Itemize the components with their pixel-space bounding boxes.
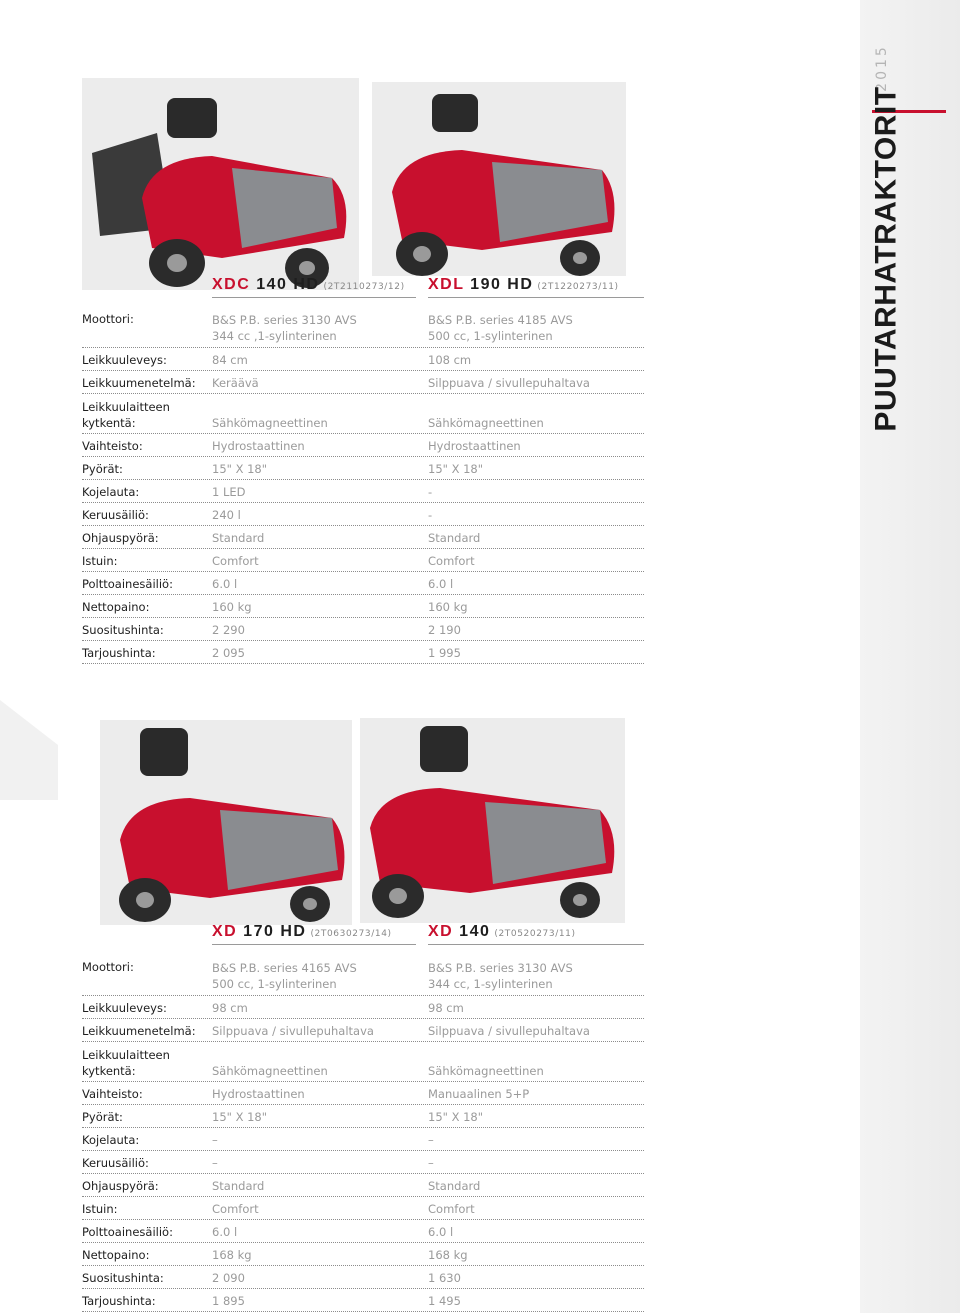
spec-row-dashboard xyxy=(82,480,644,503)
spec-value: Hydrostaattinen xyxy=(212,1087,305,1101)
spec-value: 15" X 18" xyxy=(212,462,268,476)
spec-label: Tarjoushinta: xyxy=(82,1294,156,1308)
spec-label: Ohjauspyörä: xyxy=(82,1179,159,1193)
spec-label: Keruusäiliö: xyxy=(82,508,149,522)
spec-value: 84 cm xyxy=(212,353,248,367)
tractor-illustration xyxy=(100,720,352,925)
tractor-illustration xyxy=(360,718,625,923)
spec-label: Kojelauta: xyxy=(82,485,140,499)
model-header-xdc-140-hd xyxy=(212,274,405,294)
spec-label: Istuin: xyxy=(82,554,118,568)
spec-label: Nettopaino: xyxy=(82,1248,150,1262)
spec-row-cut-method xyxy=(82,1019,644,1042)
spec-value: 1 495 xyxy=(428,1294,461,1308)
model-prefix: XD xyxy=(212,923,238,940)
spec-value: 168 kg xyxy=(212,1248,252,1262)
spec-value: Sähkömagneettinen xyxy=(428,1064,544,1078)
spec-value: - xyxy=(428,508,433,522)
spec-value: 98 cm xyxy=(212,1001,248,1015)
spec-label: Tarjoushinta: xyxy=(82,646,156,660)
spec-value: Standard xyxy=(212,1179,265,1193)
tractor-photo-xdl-190-hd xyxy=(372,82,626,276)
spec-row-dashboard xyxy=(82,1128,644,1151)
spec-value: 1 LED xyxy=(212,485,246,499)
spec-value: 2 290 xyxy=(212,623,245,637)
header-divider xyxy=(212,297,416,298)
model-header-xd-170-hd xyxy=(212,921,392,941)
spec-label: Polttoainesäiliö: xyxy=(82,577,173,591)
spec-label: Pyörät: xyxy=(82,1110,123,1124)
model-code: (2T0630273/14) xyxy=(310,929,392,939)
page-edge-decoration xyxy=(0,700,58,800)
spec-value: Comfort xyxy=(212,554,259,568)
spec-value: B&S P.B. series 3130 AVS 344 cc, 1-sylinterinen xyxy=(428,961,573,991)
spec-value: Silppuava / sivullepuhaltava xyxy=(428,376,590,390)
spec-value: B&S P.B. series 3130 AVS 344 cc ,1-sylinterinen xyxy=(212,313,357,343)
catalog-year: 2015 xyxy=(874,44,891,92)
spec-value: 2 190 xyxy=(428,623,461,637)
header-divider xyxy=(428,944,644,945)
spec-value: 15" X 18" xyxy=(212,1110,268,1124)
spec-value: 6.0 l xyxy=(212,1225,238,1239)
spec-label: Leikkuumenetelmä: xyxy=(82,1024,196,1038)
spec-row-offer-price xyxy=(82,641,644,664)
spec-row-weight xyxy=(82,1243,644,1266)
spec-row-clutch xyxy=(82,394,644,434)
spec-value: 160 kg xyxy=(212,600,252,614)
spec-value: 1 995 xyxy=(428,646,461,660)
spec-row-steering xyxy=(82,526,644,549)
spec-row-cut-width xyxy=(82,348,644,371)
spec-value: 2 095 xyxy=(212,646,245,660)
header-divider xyxy=(428,297,644,298)
spec-value: 1 630 xyxy=(428,1271,461,1285)
spec-label: Istuin: xyxy=(82,1202,118,1216)
spec-value: B&S P.B. series 4165 AVS 500 cc, 1-sylinterinen xyxy=(212,961,357,991)
spec-label: Ohjauspyörä: xyxy=(82,531,159,545)
model-code: (2T1220273/11) xyxy=(537,282,619,292)
spec-value: 6.0 l xyxy=(428,1225,454,1239)
spec-label: Leikkuuleveys: xyxy=(82,1001,167,1015)
tractor-illustration xyxy=(82,78,359,290)
model-name: 140 HD xyxy=(250,276,320,293)
spec-value: Hydrostaattinen xyxy=(212,439,305,453)
spec-value: Comfort xyxy=(428,1202,475,1216)
spec-value: 15" X 18" xyxy=(428,462,484,476)
spec-value: 1 895 xyxy=(212,1294,245,1308)
spec-row-fuel xyxy=(82,1220,644,1243)
spec-row-clutch xyxy=(82,1042,644,1082)
spec-row-seat xyxy=(82,1197,644,1220)
model-code: (2T2110273/12) xyxy=(323,282,405,292)
spec-label: Kojelauta: xyxy=(82,1133,140,1147)
spec-row-wheels xyxy=(82,457,644,480)
tractor-photo-xd-140 xyxy=(360,718,625,923)
spec-value: 160 kg xyxy=(428,600,468,614)
spec-row-engine xyxy=(82,952,644,996)
model-name: 140 xyxy=(453,923,491,940)
spec-value: Manuaalinen 5+P xyxy=(428,1087,530,1101)
spec-label: Leikkuuleveys: xyxy=(82,353,167,367)
model-header-xdl-190-hd xyxy=(428,274,619,294)
spec-label: Vaihteisto: xyxy=(82,1087,143,1101)
spec-row-fuel xyxy=(82,572,644,595)
spec-value: 168 kg xyxy=(428,1248,468,1262)
tractor-photo-xd-170-hd xyxy=(100,720,352,925)
header-divider xyxy=(212,944,416,945)
spec-value: 108 cm xyxy=(428,353,472,367)
spec-row-list-price xyxy=(82,618,644,641)
spec-row-cut-method xyxy=(82,371,644,394)
spec-row-collector xyxy=(82,1151,644,1174)
spec-value: 98 cm xyxy=(428,1001,464,1015)
spec-value: - xyxy=(428,485,433,499)
spec-value: Sähkömagneettinen xyxy=(212,1064,328,1078)
spec-value: Sähkömagneettinen xyxy=(428,416,544,430)
spec-label: Pyörät: xyxy=(82,462,123,476)
spec-label: Keruusäiliö: xyxy=(82,1156,149,1170)
model-prefix: XDC xyxy=(212,276,251,293)
spec-row-offer-price xyxy=(82,1289,644,1312)
spec-label: Polttoainesäiliö: xyxy=(82,1225,173,1239)
spec-value: 6.0 l xyxy=(212,577,238,591)
spec-value: Hydrostaattinen xyxy=(428,439,521,453)
spec-row-wheels xyxy=(82,1105,644,1128)
spec-label: Moottori: xyxy=(82,960,134,974)
spec-value: Comfort xyxy=(212,1202,259,1216)
spec-value: – xyxy=(212,1156,218,1170)
spec-row-steering xyxy=(82,1174,644,1197)
spec-value: 15" X 18" xyxy=(428,1110,484,1124)
spec-row-cut-width xyxy=(82,996,644,1019)
spec-label: Leikkuulaitteen kytkentä: xyxy=(82,400,170,430)
spec-value: Standard xyxy=(428,1179,481,1193)
spec-value: B&S P.B. series 4185 AVS 500 cc, 1-sylinterinen xyxy=(428,313,573,343)
spec-value: 240 l xyxy=(212,508,241,522)
model-prefix: XDL xyxy=(428,276,465,293)
model-name: 190 HD xyxy=(464,276,534,293)
tractor-photo-xdc-140-hd xyxy=(82,78,359,290)
spec-value: Silppuava / sivullepuhaltava xyxy=(428,1024,590,1038)
spec-value: Keräävä xyxy=(212,376,259,390)
spec-row-collector xyxy=(82,503,644,526)
spec-row-list-price xyxy=(82,1266,644,1289)
spec-row-seat xyxy=(82,549,644,572)
spec-label: Nettopaino: xyxy=(82,600,150,614)
spec-value: – xyxy=(212,1133,218,1147)
spec-value: Silppuava / sivullepuhaltava xyxy=(212,1024,374,1038)
model-name: 170 HD xyxy=(237,923,307,940)
spec-label: Suositushinta: xyxy=(82,623,164,637)
catalog-section-title: PUUTARHATRAKTORIT xyxy=(870,86,904,432)
spec-value: Sähkömagneettinen xyxy=(212,416,328,430)
spec-value: Standard xyxy=(212,531,265,545)
model-prefix: XD xyxy=(428,923,454,940)
spec-value: – xyxy=(428,1156,434,1170)
spec-label: Vaihteisto: xyxy=(82,439,143,453)
spec-value: 6.0 l xyxy=(428,577,454,591)
spec-label: Leikkuulaitteen kytkentä: xyxy=(82,1048,170,1078)
model-code: (2T0520273/11) xyxy=(494,929,576,939)
spec-row-weight xyxy=(82,595,644,618)
tractor-illustration xyxy=(372,82,626,276)
model-header-xd-140 xyxy=(428,921,576,941)
spec-value: 2 090 xyxy=(212,1271,245,1285)
spec-row-transmission xyxy=(82,1082,644,1105)
spec-row-transmission xyxy=(82,434,644,457)
spec-label: Moottori: xyxy=(82,312,134,326)
spec-value: – xyxy=(428,1133,434,1147)
spec-value: Comfort xyxy=(428,554,475,568)
spec-label: Suositushinta: xyxy=(82,1271,164,1285)
spec-label: Leikkuumenetelmä: xyxy=(82,376,196,390)
spec-value: Standard xyxy=(428,531,481,545)
spec-row-engine xyxy=(82,304,644,348)
